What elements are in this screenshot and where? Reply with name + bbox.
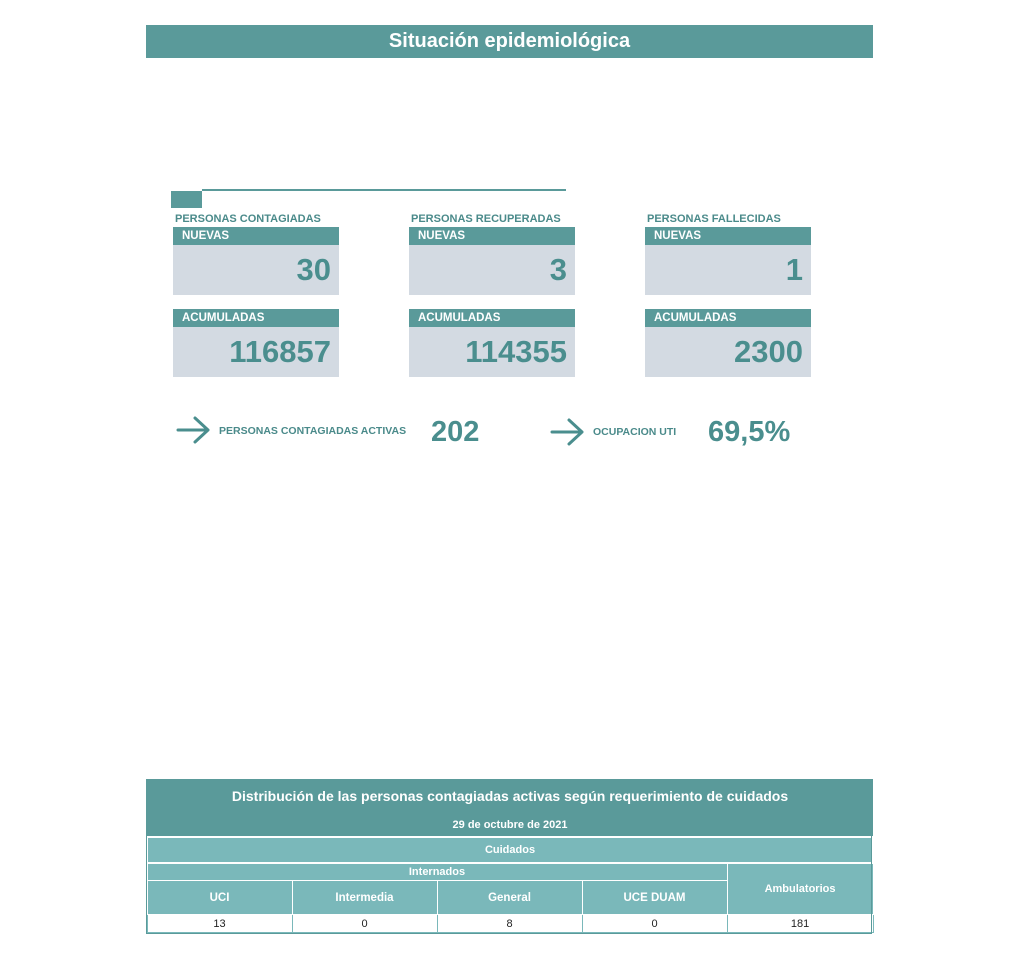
group-label-recuperadas: PERSONAS RECUPERADAS (411, 213, 561, 225)
uti-value: 69,5% (708, 416, 791, 448)
cuidados-header: Cuidados (147, 837, 873, 863)
arrow-right-icon (176, 415, 212, 445)
table-title: Distribución de las personas contagiadas activas según requerimiento de cuidados (147, 779, 873, 813)
card-value: 2300 (645, 327, 811, 377)
fallecidas-nuevas-card (645, 227, 811, 295)
card-header: ACUMULADAS (173, 309, 339, 327)
ambulatorios-header: Ambulatorios (727, 863, 873, 915)
arrow-right-icon (550, 417, 586, 447)
recuperadas-acumuladas-card (409, 309, 575, 377)
accent-block (171, 191, 202, 208)
card-value: 1 (645, 245, 811, 295)
group-label-contagiadas: PERSONAS CONTAGIADAS (175, 213, 321, 225)
column-header-intermedia: Intermedia (292, 881, 437, 915)
contagiadas-acumuladas-card (173, 309, 339, 377)
column-header-uce-duam: UCE DUAM (582, 881, 727, 915)
internados-header: Internados (147, 863, 727, 881)
contagiadas-nuevas-card (173, 227, 339, 295)
card-header: NUEVAS (409, 227, 575, 245)
activas-value: 202 (431, 416, 480, 448)
table-date: 29 de octubre de 2021 (147, 813, 873, 837)
card-value: 3 (409, 245, 575, 295)
recuperadas-nuevas-card (409, 227, 575, 295)
card-header: ACUMULADAS (645, 309, 811, 327)
value-general: 8 (437, 915, 582, 933)
column-header-general: General (437, 881, 582, 915)
page-title: Situación epidemiológica (146, 25, 873, 58)
card-header: ACUMULADAS (409, 309, 575, 327)
fallecidas-acumuladas-card (645, 309, 811, 377)
distribution-table (146, 779, 874, 933)
value-uci: 13 (147, 915, 292, 933)
table-row (147, 915, 873, 933)
card-value: 116857 (173, 327, 339, 377)
card-value: 30 (173, 245, 339, 295)
column-header-uci: UCI (147, 881, 292, 915)
accent-divider (202, 189, 566, 191)
card-value: 114355 (409, 327, 575, 377)
uti-label: OCUPACION UTI (593, 426, 677, 438)
value-uce-duam: 0 (582, 915, 727, 933)
card-header: NUEVAS (173, 227, 339, 245)
card-header: NUEVAS (645, 227, 811, 245)
value-ambulatorios: 181 (727, 915, 873, 933)
group-label-fallecidas: PERSONAS FALLECIDAS (647, 213, 781, 225)
activas-label: PERSONAS CONTAGIADAS ACTIVAS (219, 425, 407, 437)
value-intermedia: 0 (292, 915, 437, 933)
